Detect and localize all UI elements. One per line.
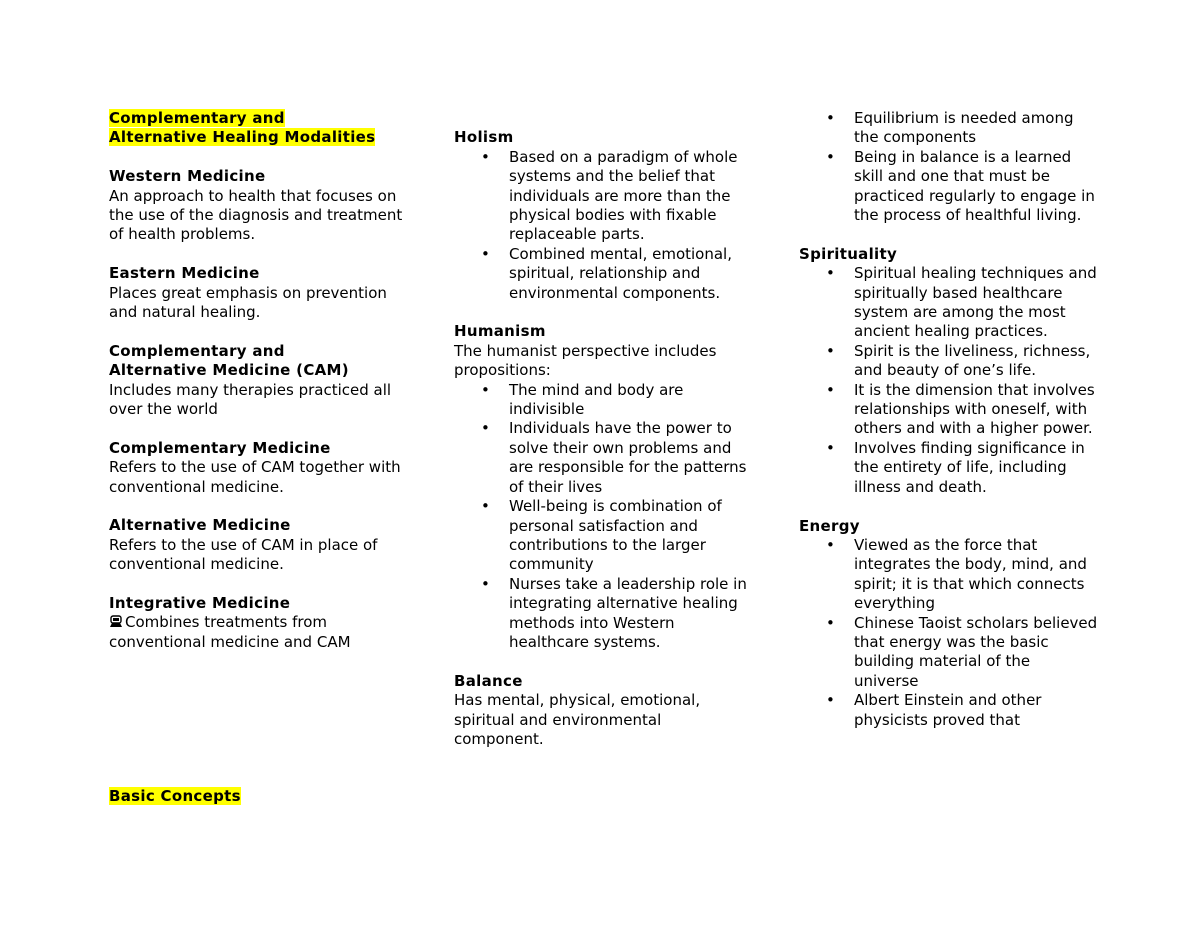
bullet-icon: • [826,380,835,399]
bullet-icon: • [826,341,835,360]
heading-holism: Holism [454,128,514,147]
humanism-intro: The humanist perspective includes propositions: [454,341,717,380]
list-item: • It is the dimension that involves relationships with oneself, with others and with a higher power. [826,380,1095,438]
bullet-icon: • [826,613,835,632]
body-alternative-medicine: Refers to the use of CAM in place of conventional medicine. [109,535,378,574]
humanism-list [454,381,754,653]
list-item: • Spirit is the liveliness, richness, and beauty of one’s life. [826,341,1091,380]
list-item: • Well-being is combination of personal satisfaction and contributions to the larger community [481,497,722,574]
body-balance: Has mental, physical, emotional, spiritual and environmental component. [454,691,701,748]
list-item: • Equilibrium is needed among the components [826,109,1074,147]
list-item: • Nurses take a leadership role in integrating alternative healing methods into Western healthcare systems. [481,574,747,651]
list-item: • Albert Einstein and other physicists proved that [826,691,1042,729]
heading-balance: Balance [454,671,523,690]
list-item: • Combined mental, emotional, spiritual, relationship and environmental components. [481,244,732,302]
list-item: • Individuals have the power to solve their own problems and are responsible for the patterns of their lives [481,419,747,496]
heading-eastern-medicine: Eastern Medicine [109,264,260,283]
pushpin-icon [109,613,125,632]
bullet-icon: • [826,438,835,457]
bullet-icon: • [481,380,490,399]
bullet-icon: • [826,264,835,283]
title-line-1: Complementary and [109,109,285,127]
basic-concepts-block [109,787,241,806]
basic-concepts-heading: Basic Concepts [109,787,241,805]
body-integrative-medicine: Combines treatments from conventional medicine and CAM [109,613,351,651]
spirituality-list [799,264,1099,497]
heading-cam-line-2: Alternative Medicine (CAM) [109,361,349,380]
energy-list [799,536,1099,730]
bullet-icon: • [826,691,835,710]
heading-humanism: Humanism [454,322,546,341]
bullet-icon: • [826,147,835,166]
holism-list [454,148,754,303]
heading-energy: Energy [799,516,860,535]
list-item: • Chinese Taoist scholars believed that energy was the basic building material of the universe [826,613,1098,690]
body-western-medicine: An approach to health that focuses on the use of the diagnosis and treatment of health problems. [109,186,403,244]
bullet-icon: • [481,244,490,263]
list-item: • Viewed as the force that integrates the body, mind, and spirit; it is that which connects everything [826,535,1087,613]
list-item: • Based on a paradigm of whole systems and the belief that individuals are more than the physical bodies with fixable replaceable parts. [481,147,738,244]
list-item: • The mind and body are indivisible [481,380,684,419]
bullet-icon: • [481,147,490,166]
heading-alternative-medicine: Alternative Medicine [109,516,291,535]
heading-western-medicine: Western Medicine [109,167,266,186]
bullet-icon: • [481,497,490,516]
bullet-icon: • [481,419,490,438]
body-complementary-medicine: Refers to the use of CAM together with conventional medicine. [109,458,401,496]
column-1 [109,109,409,652]
bullet-icon: • [481,574,490,593]
document-title [109,109,409,148]
balance-list [799,109,1099,225]
title-line-2: Alternative Healing Modalities [109,128,376,147]
list-item: • Spiritual healing techniques and spiritually based healthcare system are among the most ancient healing practices. [826,264,1097,341]
column-3 [799,109,1099,730]
heading-integrative-medicine: Integrative Medicine [109,594,291,613]
list-item: • Involves finding significance in the entirety of life, including illness and death. [826,438,1085,496]
body-eastern-medicine: Places great emphasis on prevention and natural healing. [109,283,387,322]
body-cam: Includes many therapies practiced all over the world [109,380,392,419]
heading-spirituality: Spirituality [799,244,898,263]
bullet-icon: • [826,535,835,554]
list-item: • Being in balance is a learned skill and one that must be practiced regularly to engage in the process of healthful living. [826,147,1095,225]
heading-cam-line-1: Complementary and [109,341,285,360]
bullet-icon: • [826,109,835,127]
integrative-line [109,613,409,652]
heading-complementary-medicine: Complementary Medicine [109,438,331,457]
column-2 [454,109,754,749]
